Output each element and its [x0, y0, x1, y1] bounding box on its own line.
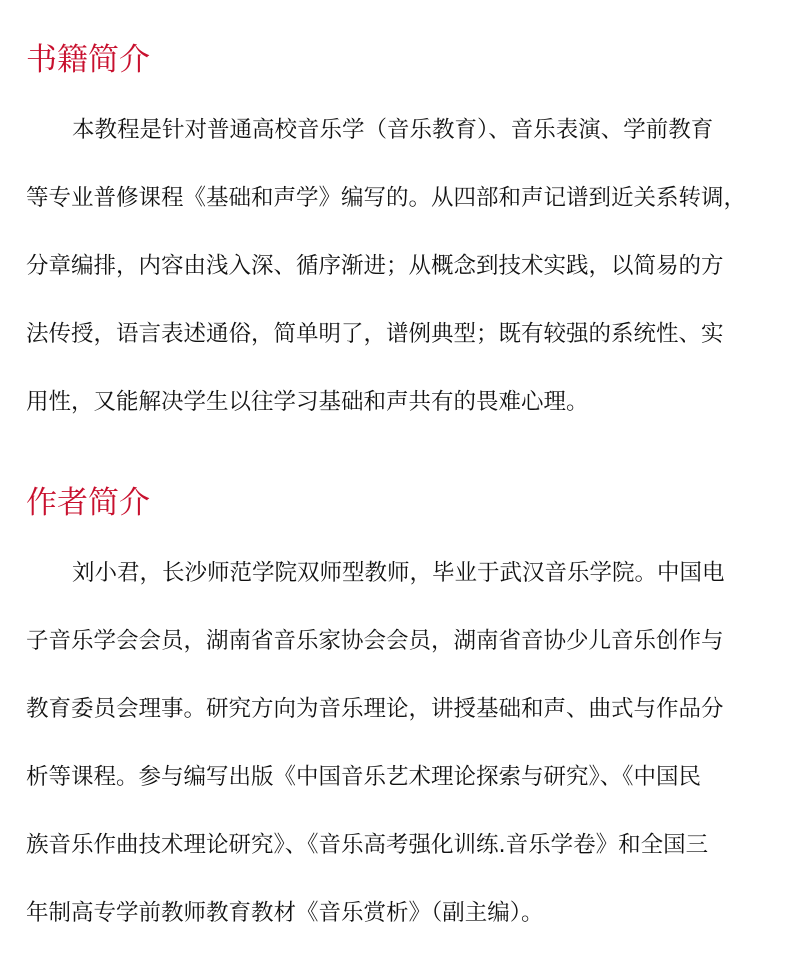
book-intro-line: 等专业普修课程《基础和声学》编写的。从四部和声记谱到近关系转调，	[26, 185, 747, 211]
book-intro-paragraph	[26, 116, 764, 456]
author-intro-line: 析等课程。参与编写出版《中国音乐艺术理论探索与研究》、《中国民	[26, 764, 702, 790]
author-intro-line: 族音乐作曲技术理论研究》、《音乐高考强化训练.音乐学卷》和全国三	[26, 832, 709, 858]
author-intro-line: 子音乐学会会员，湖南省音乐家协会会员，湖南省音协少儿音乐创作与	[26, 628, 724, 654]
book-intro-line: 本教程是针对普通高校音乐学（音乐教育）、音乐表演、学前教育	[72, 117, 714, 143]
author-intro-line: 年制高专学前教师教育教材《音乐赏析》（副主编）。	[26, 900, 544, 926]
book-intro-line: 分章编排，内容由浅入深、循序渐进；从概念到技术实践，以简易的方	[26, 253, 724, 279]
author-intro-paragraph	[26, 559, 764, 967]
book-intro-line: 用性，又能解决学生以往学习基础和声共有的畏难心理。	[26, 389, 589, 415]
author-intro-line: 刘小君，长沙师范学院双师型教师，毕业于武汉音乐学院。中国电	[72, 560, 725, 586]
author-intro-line: 教育委员会理事。研究方向为音乐理论，讲授基础和声、曲式与作品分	[26, 696, 724, 722]
book-intro-line: 法传授，语言表述通俗，简单明了，谱例典型；既有较强的系统性、实	[26, 321, 724, 347]
book-intro-heading: 书籍简介	[26, 42, 150, 78]
author-intro-heading: 作者简介	[26, 485, 150, 521]
